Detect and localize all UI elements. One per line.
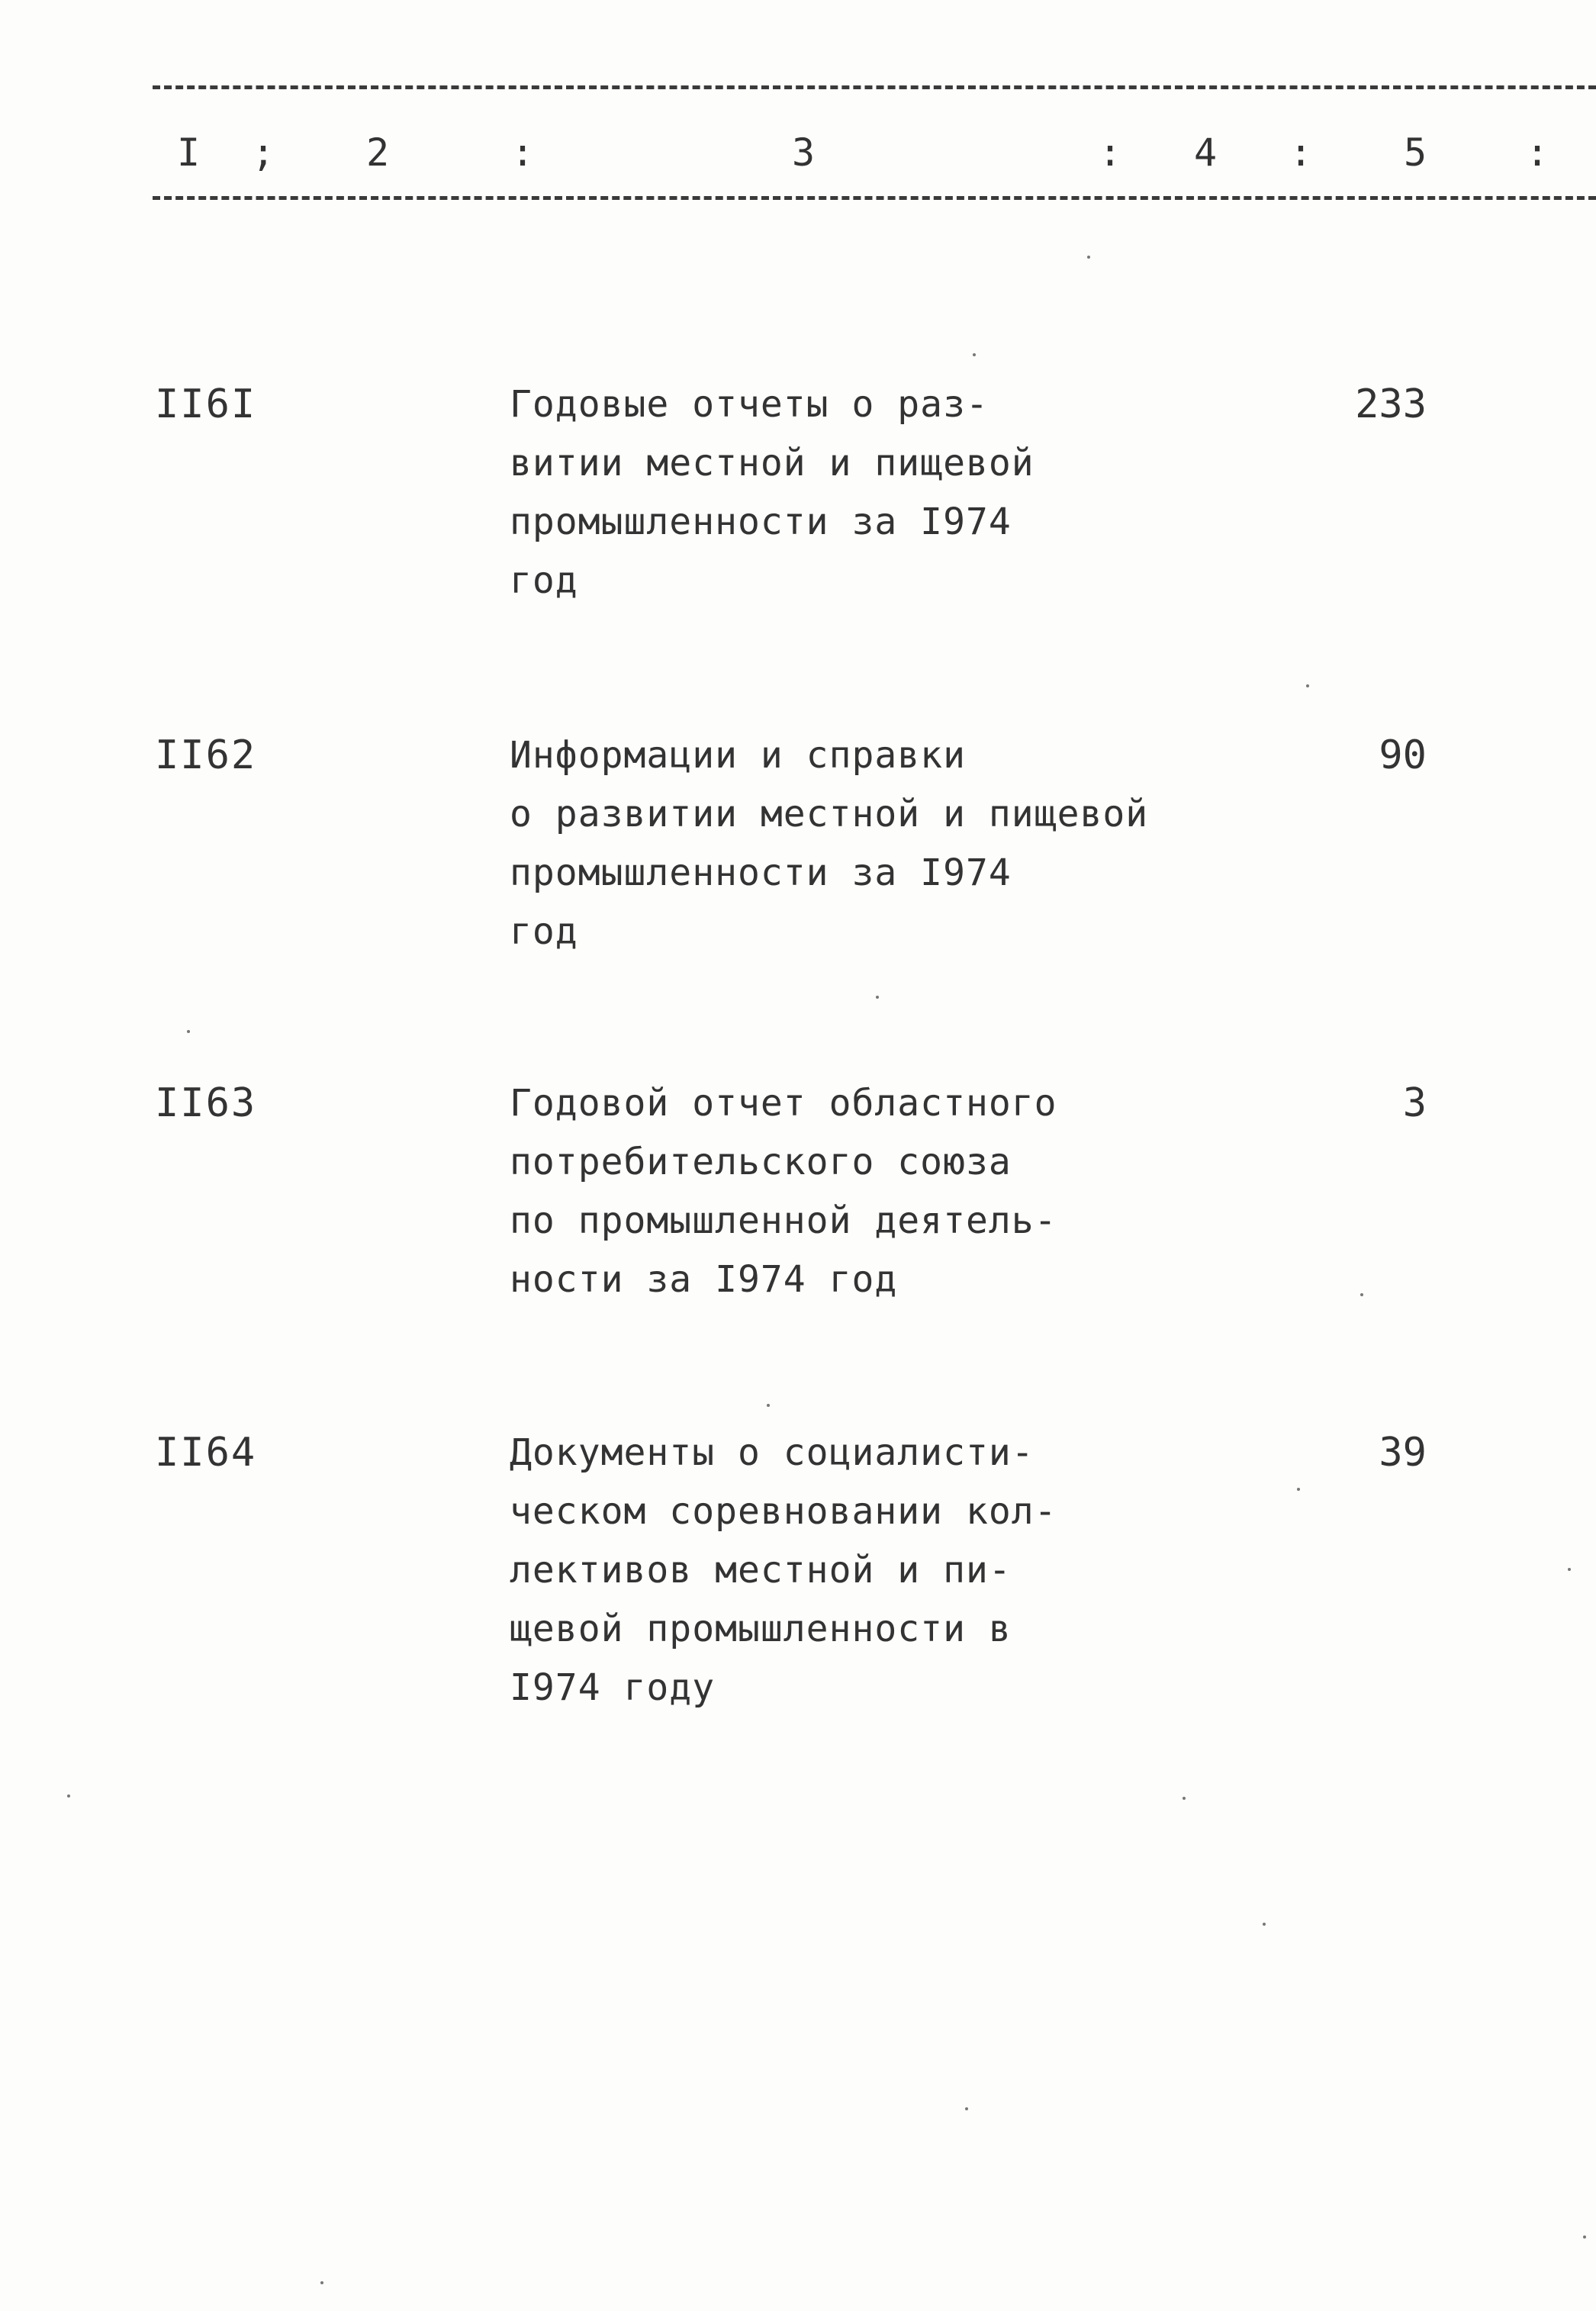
entry-title-line: ности за I974 год xyxy=(510,1258,898,1301)
scan-speck xyxy=(187,1030,190,1033)
entry-title xyxy=(510,726,1196,961)
column-separator-1: ; xyxy=(252,130,275,175)
entry-title-line: промышленности за I974 xyxy=(510,501,1012,543)
entry-title-line: Информации и справки xyxy=(510,734,966,777)
scan-speck xyxy=(767,1404,770,1407)
header-top-dashed-rule xyxy=(153,85,1596,89)
scan-speck xyxy=(1297,1488,1300,1491)
entry-title xyxy=(510,375,1196,610)
entry-title-line: лективов местной и пи- xyxy=(510,1549,1012,1592)
scan-speck xyxy=(320,2281,323,2284)
column-header-2: 2 xyxy=(366,130,391,175)
entry-title-line: I974 году xyxy=(510,1666,716,1709)
scan-speck xyxy=(965,2107,968,2110)
entry-sheet-count: 90 xyxy=(1379,732,1427,778)
column-separator-4: : xyxy=(1289,130,1313,175)
scan-speck xyxy=(1360,1293,1363,1296)
column-header-3: 3 xyxy=(792,130,817,175)
entry-number: II64 xyxy=(155,1430,257,1476)
scan-speck xyxy=(1583,2235,1586,2239)
entry-title-line: ческом соревновании кол- xyxy=(510,1490,1057,1533)
entry-title-line: о развитии местной и пищевой xyxy=(510,793,1149,835)
column-separator-3: : xyxy=(1099,130,1122,175)
entry-title-line: Годовые отчеты о раз- xyxy=(510,383,989,426)
scan-speck xyxy=(1306,684,1309,687)
entry-sheet-count: 39 xyxy=(1379,1430,1427,1476)
scan-speck xyxy=(973,353,976,356)
entry-title xyxy=(510,1424,1196,1717)
scan-speck xyxy=(1263,1923,1266,1926)
entry-sheet-count: 233 xyxy=(1355,381,1427,427)
scan-speck xyxy=(67,1794,70,1798)
column-header-5: 5 xyxy=(1404,130,1429,175)
header-bottom-dashed-rule xyxy=(153,196,1596,200)
entry-title-line: промышленности за I974 xyxy=(510,851,1012,894)
entry-title-line: Годовой отчет областного xyxy=(510,1082,1057,1125)
entry-title-line: щевой промышленности в xyxy=(510,1608,1012,1650)
scan-speck xyxy=(1568,1568,1571,1571)
column-header-4: 4 xyxy=(1194,130,1219,175)
entry-title-line: год xyxy=(510,559,578,602)
entry-title-line: по промышленной деятель- xyxy=(510,1199,1057,1242)
entry-title-line: потребительского союза xyxy=(510,1141,1012,1183)
entry-title xyxy=(510,1074,1196,1309)
entry-title-line: Документы о социалисти- xyxy=(510,1431,1035,1474)
scan-speck xyxy=(1087,256,1090,259)
scan-speck xyxy=(1183,1797,1186,1800)
entry-sheet-count: 3 xyxy=(1402,1080,1427,1126)
entry-number: II63 xyxy=(155,1080,257,1126)
entry-number: II62 xyxy=(155,732,257,778)
entry-title-line: витии местной и пищевой xyxy=(510,442,1035,484)
column-separator-5: : xyxy=(1526,130,1549,175)
scan-speck xyxy=(876,996,879,999)
entry-number: II6I xyxy=(155,381,257,427)
column-separator-2: : xyxy=(511,130,535,175)
entry-title-line: год xyxy=(510,910,578,953)
column-header-1: I xyxy=(177,130,202,175)
